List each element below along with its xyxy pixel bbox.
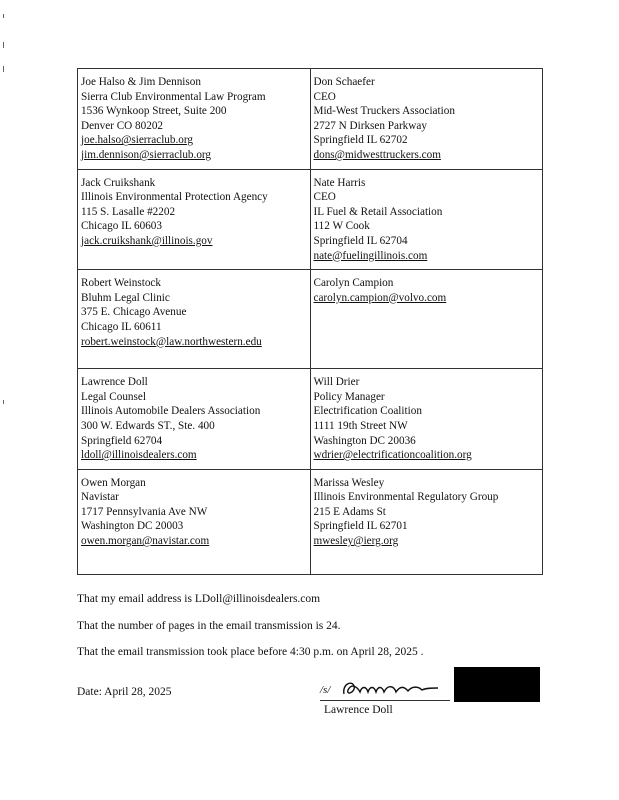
redaction-box (454, 667, 540, 702)
contact-name: Lawrence Doll (81, 376, 148, 389)
contact-line: 375 E. Chicago Avenue (81, 306, 187, 319)
contact-line: Illinois Environmental Protection Agency (81, 191, 268, 204)
email-address-statement: That my email address is LDoll@illinoisdealers.com (77, 593, 321, 605)
contact-line: Springfield IL 62701 (313, 520, 408, 533)
contact-email-link[interactable]: owen.morgan@navistar.com (81, 535, 210, 548)
contact-line: Mid-West Truckers Association (313, 105, 455, 118)
contact-email-link[interactable]: robert.weinstock@law.northwestern.edu (81, 335, 262, 348)
contact-line: 2727 N Dirksen Parkway (313, 119, 427, 132)
signer-name: Lawrence Doll (324, 704, 393, 716)
service-contact-cell (310, 369, 543, 470)
contact-line: IL Fuel & Retail Association (313, 205, 443, 218)
signature-line (320, 700, 450, 701)
service-contact-cell (78, 169, 311, 270)
contact-email-link[interactable]: wdrier@electrificationcoalition.org (313, 449, 472, 462)
contact-name: Owen Morgan (81, 476, 146, 489)
contact-name: Robert Weinstock (81, 277, 161, 290)
service-row (78, 469, 543, 574)
contact-line: 112 W Cook (313, 220, 370, 233)
contact-line: Policy Manager (313, 390, 385, 403)
contact-line: Washington DC 20036 (313, 434, 416, 447)
contact-line: 300 W. Edwards ST., Ste. 400 (81, 419, 215, 432)
contact-line: Illinois Automobile Dealers Association (81, 405, 261, 418)
contact-name: Carolyn Campion (313, 277, 394, 290)
contact-email-link[interactable]: jim.dennison@sierraclub.org (81, 148, 212, 161)
contact-line: Springfield IL 62704 (313, 234, 408, 247)
contact-email-link[interactable]: mwesley@ierg.org (313, 535, 399, 548)
contact-email-link[interactable]: jack.cruikshank@illinois.gov (81, 234, 213, 247)
transmission-time-statement: That the email transmission took place before 4:30 p.m. on April 28, 2025 . (77, 646, 424, 658)
contact-line: Washington DC 20003 (81, 520, 184, 533)
contact-line: Springfield 62704 (81, 434, 163, 447)
contact-line: 215 E Adams St (313, 505, 386, 518)
contact-email-link[interactable]: joe.halso@sierraclub.org (81, 134, 193, 147)
contact-name: Marissa Wesley (313, 476, 385, 489)
contact-line: 1536 Wynkoop Street, Suite 200 (81, 105, 227, 118)
contact-line: Navistar (81, 491, 119, 504)
contact-line: Springfield IL 62702 (313, 134, 408, 147)
contact-line: Denver CO 80202 (81, 119, 164, 132)
contact-name: Will Drier (313, 376, 360, 389)
contact-email-link[interactable]: nate@fuelingillinois.com (313, 249, 428, 262)
service-contact-cell (310, 69, 543, 170)
margin-mark (3, 400, 4, 404)
contact-line: Electrification Coalition (313, 405, 422, 418)
page-count-statement: That the number of pages in the email transmission is 24. (77, 620, 341, 632)
margin-mark (3, 66, 4, 72)
margin-mark (3, 42, 4, 48)
service-row (78, 169, 543, 270)
service-row (78, 369, 543, 470)
service-contact-cell (78, 69, 311, 170)
service-row (78, 270, 543, 369)
contact-name: Joe Halso & Jim Dennison (81, 76, 201, 88)
service-contact-cell (310, 469, 543, 574)
contact-line: Chicago IL 60603 (81, 220, 162, 233)
contact-email-link[interactable]: ldoll@illinoisdealers.com (81, 449, 197, 462)
contact-email-link[interactable]: dons@midwesttruckers.com (313, 148, 441, 161)
contact-line: Chicago IL 60611 (81, 320, 162, 333)
contact-line: CEO (313, 191, 336, 204)
date-line: Date: April 28, 2025 (77, 686, 172, 698)
service-contact-cell (78, 270, 311, 369)
contact-line: CEO (313, 90, 336, 103)
contact-name: Nate Harris (313, 176, 366, 189)
contact-name: Don Schaefer (313, 76, 375, 88)
service-contact-cell (78, 469, 311, 574)
contact-line: 1111 19th Street NW (313, 419, 408, 432)
handwritten-signature (338, 676, 448, 700)
contact-line: Legal Counsel (81, 390, 146, 403)
contact-name: Jack Cruikshank (81, 176, 156, 189)
service-contact-cell (78, 369, 311, 470)
contact-line: Sierra Club Environmental Law Program (81, 90, 266, 103)
contact-email-link[interactable]: carolyn.campion@volvo.com (313, 291, 447, 304)
margin-mark (3, 14, 4, 18)
contact-line: Bluhm Legal Clinic (81, 291, 170, 304)
signature-prefix: /s/ (320, 684, 331, 696)
service-contact-cell (310, 270, 543, 369)
service-contact-cell (310, 169, 543, 270)
service-row (78, 69, 543, 170)
contact-line: 1717 Pennsylvania Ave NW (81, 505, 208, 518)
contact-line: 115 S. Lasalle #2202 (81, 205, 176, 218)
service-list-table (77, 68, 543, 575)
contact-line: Illinois Environmental Regulatory Group (313, 491, 499, 504)
